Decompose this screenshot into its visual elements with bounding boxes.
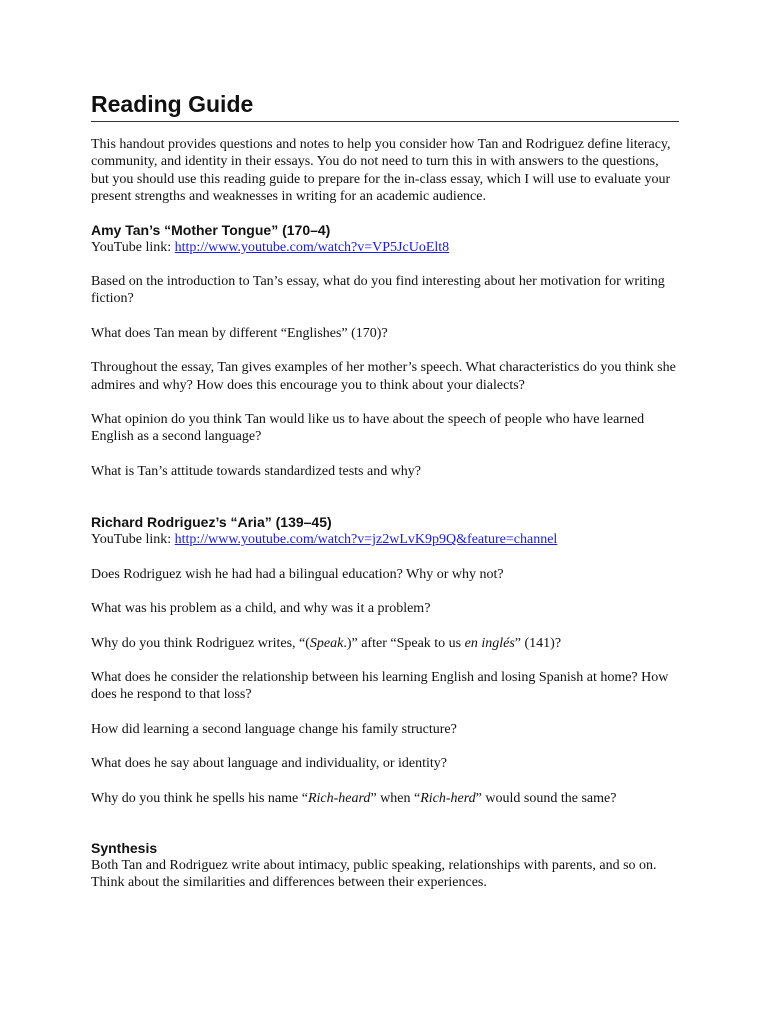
rodriguez-question-7	[91, 790, 679, 807]
tan-question-3: Throughout the essay, Tan gives examples of her mother’s speech. What characteristics do you think she admires and why? How does this encourage you to think about your dialects?	[91, 360, 676, 393]
rodriguez-q7-part-a: Why do you think he spells his name “	[91, 790, 308, 806]
rodriguez-q7-part-c: ” when “	[370, 790, 421, 806]
rodriguez-q7-part-e: ” would sound the same?	[475, 790, 617, 806]
rodriguez-q3-part-a: Why do you think Rodriguez writes, “(	[91, 635, 310, 651]
synthesis-paragraph: Both Tan and Rodriguez write about intimacy, public speaking, relationships with parents, and so on. Think about the similarities and differences between their experiences.	[91, 857, 657, 891]
rodriguez-question-2: What was his problem as a child, and why was it a problem?	[91, 601, 431, 617]
rodriguez-q7-rich-heard: Rich-heard	[307, 790, 371, 806]
rodriguez-q3-speak: Speak	[309, 635, 344, 651]
page-title: Reading Guide	[91, 88, 679, 122]
rodriguez-q3-en-ingles: en inglés	[464, 635, 515, 651]
rodriguez-q7-rich-herd: Rich-herd	[420, 790, 476, 806]
tan-youtube-label: YouTube link:	[91, 239, 172, 255]
rodriguez-youtube-link[interactable]: http://www.youtube.com/watch?v=jz2wLvK9p9Q&feature=channel	[174, 532, 558, 548]
rodriguez-question-6: What does he say about language and individuality, or identity?	[91, 756, 447, 772]
rodriguez-question-1: Does Rodriguez wish he had had a bilingual education? Why or why not?	[91, 566, 504, 582]
tan-question-1: Based on the introduction to Tan’s essay, what do you find interesting about her motivation for writing fiction?	[91, 274, 665, 307]
tan-question-2: What does Tan mean by different “Englishes” (170)?	[91, 325, 388, 341]
tan-youtube-line	[91, 239, 679, 256]
tan-question-4: What opinion do you think Tan would like us to have about the speech of people who have learned English as a second language?	[91, 412, 645, 445]
reading-guide-page	[91, 88, 679, 892]
intro-paragraph: This handout provides questions and notes to help you consider how Tan and Rodriguez define literacy, community, and identity in their essays. You do not need to turn this in with answers to the questions, but you should use this reading guide to prepare for the in-class essay, which I will use to evaluate your present strengths and weaknesses in writing for an academic audience.	[91, 137, 671, 205]
rodriguez-section-heading: Richard Rodriguez’s “Aria” (139–45)	[91, 514, 332, 531]
rodriguez-youtube-line	[91, 531, 679, 548]
rodriguez-question-4: What does he consider the relationship between his learning English and losing Spanish at home? How does he respond to that loss?	[91, 669, 669, 703]
rodriguez-question-5: How did learning a second language change his family structure?	[91, 721, 457, 737]
tan-question-5: What is Tan’s attitude towards standardized tests and why?	[91, 463, 422, 479]
rodriguez-question-3	[91, 635, 679, 652]
tan-youtube-link[interactable]: http://www.youtube.com/watch?v=VP5JcUoElt8	[174, 239, 450, 255]
rodriguez-q3-part-e: ” (141)?	[514, 635, 562, 651]
rodriguez-q3-part-c: .)” after “Speak to us	[343, 635, 465, 651]
tan-section-heading: Amy Tan’s “Mother Tongue” (170–4)	[91, 221, 331, 238]
rodriguez-youtube-label: YouTube link:	[91, 532, 172, 548]
synthesis-heading: Synthesis	[91, 839, 158, 856]
